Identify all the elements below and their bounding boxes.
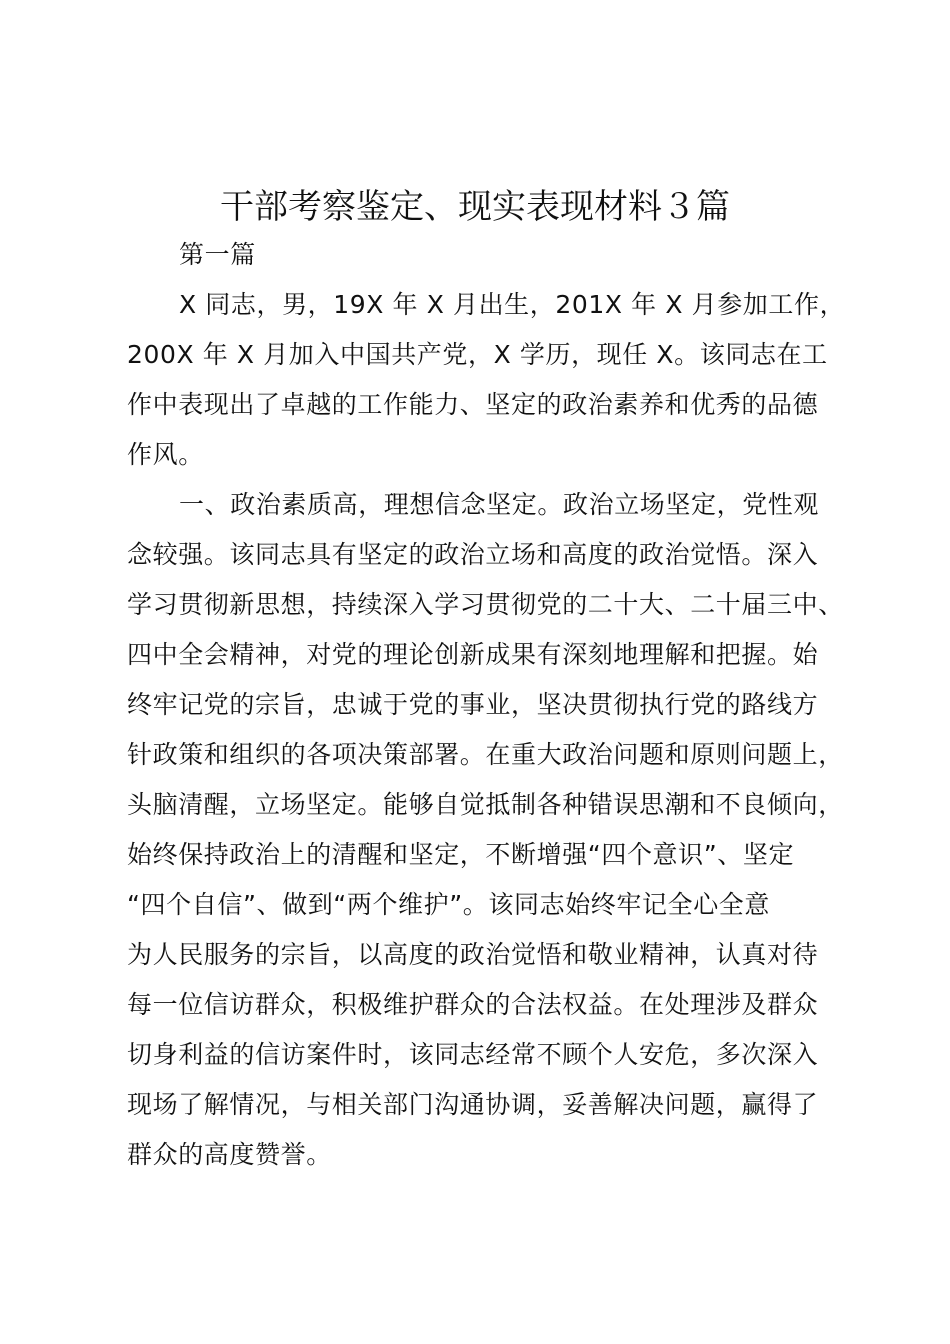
- paragraph-line: 作中表现出了卓越的工作能力、坚定的政治素养和优秀的品德: [127, 390, 819, 419]
- paragraph-line: 一、政治素质高，理想信念坚定。政治立场坚定，党性观: [179, 490, 820, 519]
- paragraph-line: 针政策和组织的各项决策部署。在重大政治问题和原则问题上，: [127, 740, 844, 769]
- document-title: 干部考察鉴定、现实表现材料３篇: [220, 187, 730, 227]
- paragraph-line: 作风。: [127, 440, 204, 469]
- paragraph-line: 群众的高度赞誉。: [127, 1140, 332, 1169]
- paragraph-line: X 同志，男，19X 年 X 月出生，201X 年 X 月参加工作，: [179, 290, 846, 319]
- paragraph-line: 200X 年 X 月加入中国共产党，X 学历，现任 X。该同志在工: [127, 340, 828, 369]
- paragraph-line: “四个自信”、做到“两个维护”。该同志始终牢记全心全意: [127, 890, 771, 919]
- paragraph-line: 为人民服务的宗旨，以高度的政治觉悟和敬业精神，认真对待: [127, 940, 819, 969]
- paragraph-political-quality: [127, 480, 862, 1180]
- paragraph-line: 念较强。该同志具有坚定的政治立场和高度的政治觉悟。深入: [127, 540, 819, 569]
- paragraph-line: 始终保持政治上的清醒和坚定，不断增强“四个意识”、坚定: [127, 840, 795, 869]
- paragraph-line: 每一位信访群众，积极维护群众的合法权益。在处理涉及群众: [127, 990, 819, 1019]
- section-label: 第一篇: [179, 240, 256, 269]
- paragraph-line: 终牢记党的宗旨，忠诚于党的事业，坚决贯彻执行党的路线方: [127, 690, 819, 719]
- paragraph-line: 切身利益的信访案件时，该同志经常不顾个人安危，多次深入: [127, 1040, 819, 1069]
- paragraph-intro: [127, 280, 862, 480]
- paragraph-line: 学习贯彻新思想，持续深入学习贯彻党的二十大、二十届三中、: [127, 590, 844, 619]
- paragraph-line: 现场了解情况，与相关部门沟通协调，妥善解决问题，赢得了: [127, 1090, 819, 1119]
- paragraph-line: 头脑清醒，立场坚定。能够自觉抵制各种错误思潮和不良倾向，: [127, 790, 844, 819]
- paragraph-line: 四中全会精神，对党的理论创新成果有深刻地理解和把握。始: [127, 640, 819, 669]
